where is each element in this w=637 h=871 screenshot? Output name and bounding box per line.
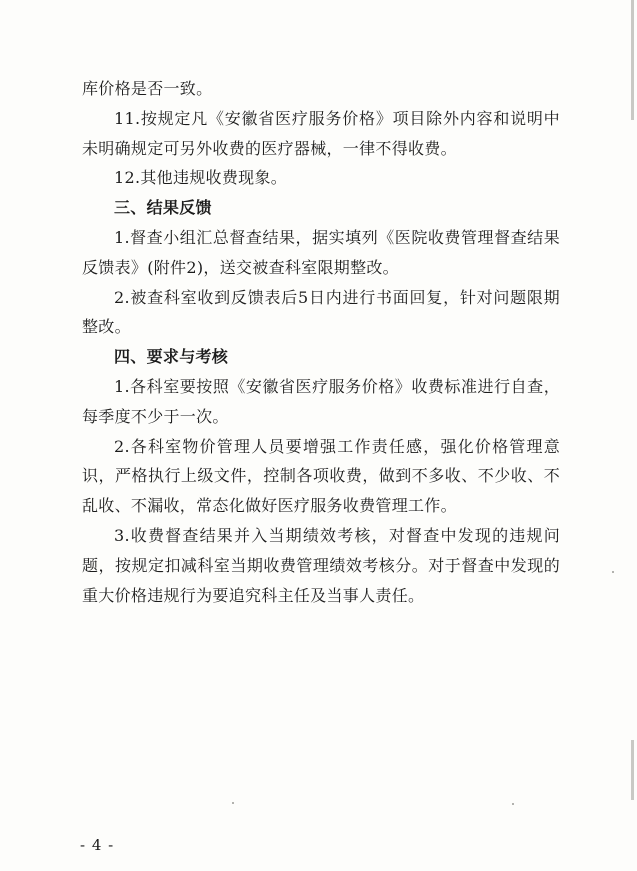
scan-edge-shadow	[631, 740, 634, 800]
paragraph-continuation: 库价格是否一致。	[82, 79, 213, 98]
section-heading-results-feedback: 三、结果反馈	[114, 198, 212, 218]
paragraph-item-11: 11.按规定凡《安徽省医疗服务价格》项目除外内容和说明中未明确规定可另外收费的医疗器械，一律不得收费。	[82, 108, 560, 158]
document-body	[82, 74, 560, 610]
paragraph-requirement-1: 1.各科室要按照《安徽省医疗服务价格》收费标准进行自查，每季度不少于一次。	[82, 376, 560, 426]
page-number: - 4 -	[80, 836, 115, 854]
paragraph-requirement-2: 2.各科室物价管理人员要增强工作责任感，强化价格管理意识，严格执行上级文件，控制各项收费，做到不多收、不少收、不乱收、不漏收，常态化做好医疗服务收费管理工作。	[82, 436, 560, 516]
paragraph-feedback-1: 1.督查小组汇总督查结果，据实填列《医院收费管理督查结果反馈表》(附件2)，送交被查科室限期整改。	[82, 227, 560, 277]
scan-speck	[512, 803, 514, 805]
paragraph-item-12: 12.其他违规收费现象。	[114, 168, 288, 188]
paragraph-requirement-3: 3.收费督查结果并入当期绩效考核，对督查中发现的违规问题，按规定扣减科室当期收费管理绩效考核分。对于督查中发现的重大价格违规行为要追究科主任及当事人责任。	[82, 525, 560, 605]
paragraph-feedback-2: 2.被查科室收到反馈表后5日内进行书面回复，针对问题限期整改。	[82, 287, 560, 337]
section-heading-requirements-assessment: 四、要求与考核	[114, 347, 229, 367]
scan-edge-shadow	[631, 0, 634, 120]
scan-speck	[232, 802, 234, 804]
scan-speck	[612, 571, 614, 573]
